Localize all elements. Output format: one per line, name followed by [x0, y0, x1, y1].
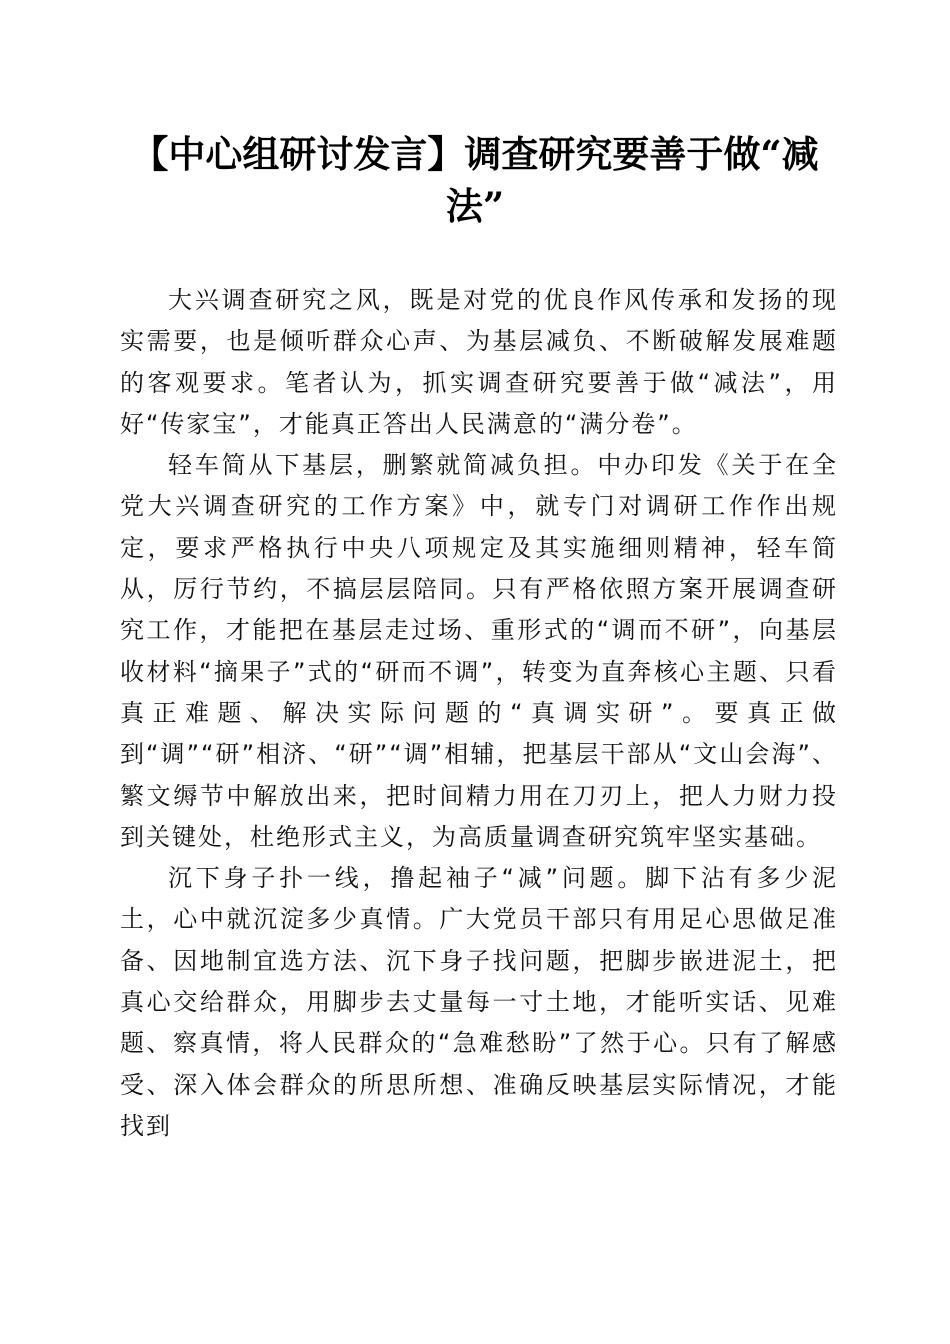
paragraph-reduce-burden: 轻车简从下基层，删繁就简减负担。中办印发《关于在全党大兴调查研究的工作方案》中，就专门对调研工作作出规定，要求严格执行中央八项规定及其实施细则精神，轻车简从，厉行节约，不搞层层陪同。只有严格依照方案开展调查研究工作，才能把在基层走过场、重形式的“调而不研”，向基层收材料“摘果子”式的“研而不调”，转变为直奔核心主题、只看真正难题、解决实际问题的“真调实研”。要真正做到“调”“研”相济、“研”“调”相辅，把基层干部从“文山会海”、繁文缛节中解放出来，把时间精力用在刀刃上，把人力财力投到关键处，杜绝形式主义，为高质量调查研究筑牢坚实基础。 — [120, 451, 838, 851]
document-body — [120, 280, 838, 1147]
paragraph-frontline: 沉下身子扑一线，撸起袖子“减”问题。脚下沾有多少泥土，心中就沉淀多少真情。广大党员干部只有用足心思做足准备、因地制宜选方法、沉下身子找问题，把脚步嵌进泥土，把真心交给群众，用脚步去丈量每一寸土地，才能听实话、见难题、察真情，将人民群众的“急难愁盼”了然于心。只有了解感受、深入体会群众的所思所想、准确反映基层实际情况，才能找到 — [120, 864, 838, 1140]
document-title: 【中心组研讨发言】调查研究要善于做“减法” — [131, 132, 819, 228]
paragraph-intro: 大兴调查研究之风，既是对党的优良作风传承和发扬的现实需要，也是倾听群众心声、为基层减负、不断破解发展难题的客观要求。笔者认为，抓实调查研究要善于做“减法”，用好“传家宝”，才能真正答出人民满意的“满分卷”。 — [120, 286, 838, 438]
